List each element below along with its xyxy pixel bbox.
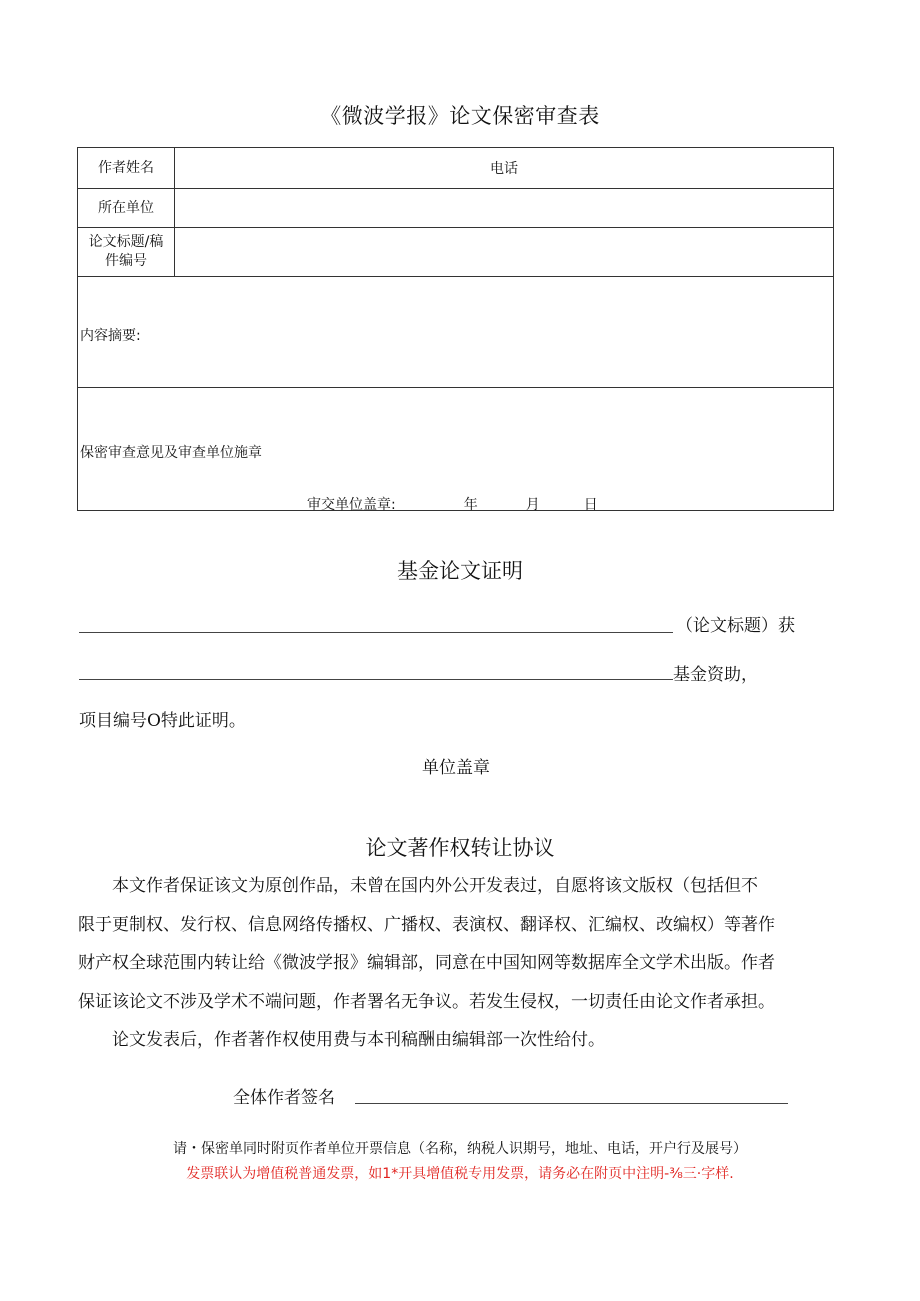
review-form-title: 《微波学报》论文保密审查表 — [320, 104, 600, 128]
abstract-label: 内容摘要: — [80, 328, 141, 344]
seal-date-line — [307, 494, 598, 514]
year-label: 年 — [463, 497, 478, 513]
day-label: 日 — [583, 497, 598, 513]
review-form-table — [77, 147, 834, 511]
opinion-field[interactable] — [78, 388, 834, 511]
copyright-para1-line2: 限于更制权、发行权、信息网络传播权、广播权、表演权、翻译权、汇编权、改编权）等著作 — [78, 914, 775, 935]
paper-title-field[interactable] — [175, 228, 834, 277]
abstract-field[interactable] — [78, 277, 834, 388]
invoice-warning: 发票联认为增值税普通发票，如1*开具增值税专用发票，请务必在附页中注明-⅜三·字样. — [186, 1166, 734, 1182]
seal-label: 审交单位盖章: — [307, 497, 396, 513]
fund-name-blank[interactable] — [79, 679, 673, 680]
fund-line1-suffix: （论文标题）获 — [676, 616, 795, 636]
copyright-para1-line4: 保证该论文不涉及学术不端问题，作者署名无争议。若发生侵权，一切责任由论文作者承担。 — [78, 991, 775, 1012]
paper-title-row — [78, 228, 834, 277]
invoice-note: 请・保密单同时附页作者单位开票信息（名称，纳税人识期号，地址、电话，开户行及展号） — [173, 1141, 747, 1157]
copyright-para1-line1: 本文作者保证该文为原创作品，未曾在国内外公开发表过，自愿将该文版权（包括但不 — [112, 876, 758, 896]
unit-row — [78, 189, 834, 228]
opinion-row — [78, 388, 834, 511]
paper-title-label-line2: 件编号 — [105, 253, 147, 269]
paper-title-label-line1: 论文标题/稿 — [88, 234, 164, 250]
copyright-title: 论文著作权转让协议 — [365, 836, 555, 860]
author-label: 作者姓名 — [78, 148, 175, 189]
paper-title-label — [78, 228, 175, 277]
phone-label[interactable]: 电话 — [175, 148, 834, 189]
author-row — [78, 148, 834, 189]
unit-label: 所在单位 — [78, 189, 175, 228]
unit-field[interactable] — [175, 189, 834, 228]
month-label: 月 — [525, 497, 540, 513]
opinion-label: 保密审查意见及审查单位施章 — [80, 445, 262, 461]
fund-paper-title-blank[interactable] — [79, 632, 673, 633]
fund-seal-label: 单位盖章 — [422, 758, 490, 778]
copyright-para2: 论文发表后，作者著作权使用费与本刊稿酬由编辑部一次性给付。 — [112, 1030, 605, 1050]
fund-line3: 项目编号O特此证明。 — [79, 711, 246, 731]
fund-cert-title: 基金论文证明 — [397, 559, 523, 583]
signature-label: 全体作者签名 — [233, 1088, 335, 1108]
copyright-paragraph-1 — [78, 867, 838, 1021]
copyright-para1-line3: 财产权全球范围内转让给《微波学报》编辑部，同意在中国知网等数据库全文学术出版。作者 — [78, 953, 775, 973]
fund-line2-suffix: 基金资助， — [673, 665, 758, 685]
abstract-row — [78, 277, 834, 388]
signature-blank[interactable] — [355, 1103, 788, 1104]
